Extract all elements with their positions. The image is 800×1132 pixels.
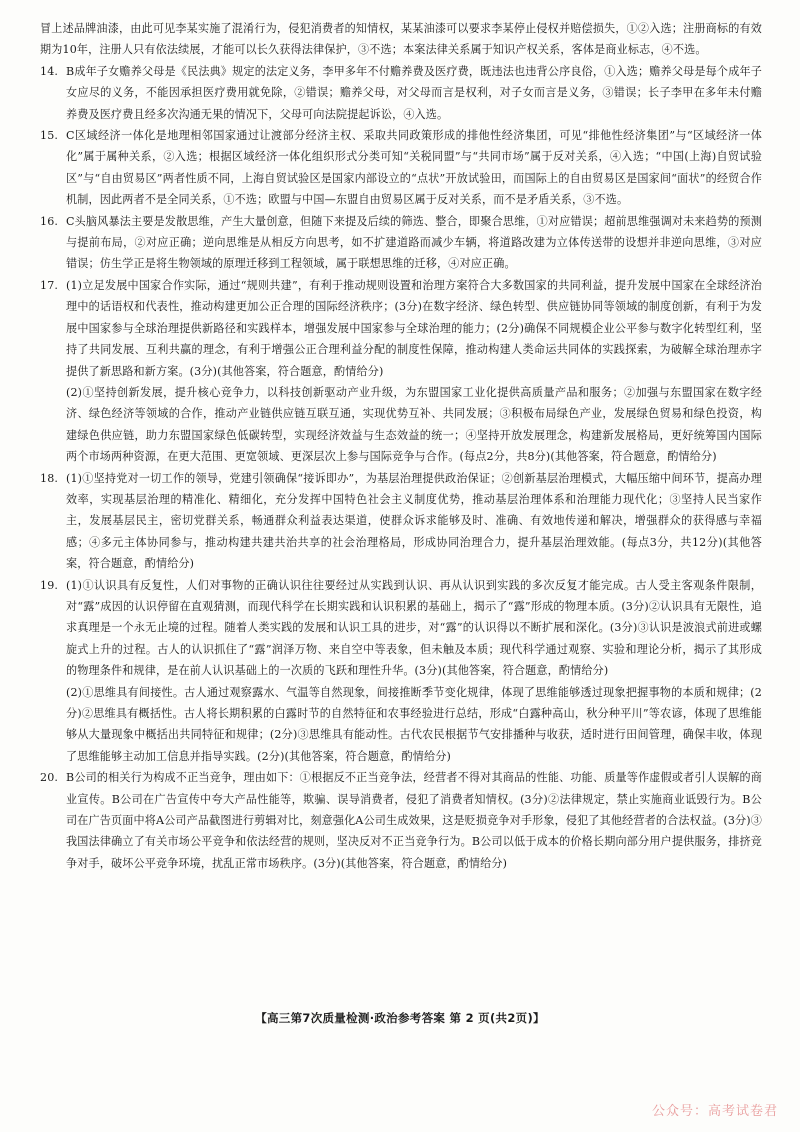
question-20 xyxy=(40,767,762,874)
answer-part-2: (2)①坚持创新发展，提升核心竞争力，以科技创新驱动产业升级，为东盟国家工业化提供高质量产品和服务；②加强与东盟国家在数字经济、绿色经济等领域的合作，推动产业链供应链互联互通，实现优势互补、共同发展；③积极布局绿色产业，发展绿色贸易和绿色投资，构建绿色供应链，助力东盟国家绿色低碳转型，实现经济效益与生态效益的统一；④坚持开放发展理念，构建新发展格局，更好统筹国内国际两个市场两种资源，在更大范围、更宽领域、更深层次上参与国际竞争与合作。(每点2分，共8分)(其他答案，符合题意，酌情给分) xyxy=(66,385,762,464)
question-number: 20. xyxy=(40,771,59,785)
question-answer: C区域经济一体化是地理相邻国家通过让渡部分经济主权、采取共同政策形成的排他性经济集团，可见“排他性经济集团”与“区域经济一体化”属于属种关系，②入选；根据区域经济一体化组织形式分类可知“关税同盟”与“共同市场”属于反对关系，④入选；“中国(上海)自贸试验区”与“自由贸易区”两者性质不同，上海自贸试验区是国家内部设立的“点状”开放试验田，而国际上的自由贸易区是国家间“面状”的经贸合作机制，因此两者不是全同关系，①不选；欧盟与中国—东盟自由贸易区属于反对关系，而不是矛盾关系，③不选。 xyxy=(66,129,762,207)
question-number: 18. xyxy=(40,471,59,485)
question-15 xyxy=(40,125,762,211)
question-answer: C头脑风暴法主要是发散思维，产生大量创意，但随下来提及后续的筛选、整合，即聚合思维，①对应错误；超前思维强调对未来趋势的预测与提前布局，②对应正确；逆向思维是从相反方向思考，如不扩建道路而减少车辆，将道路改建为立体传送带的设想并非逆向思维，③对应错误；仿生学正是将生物领域的原理迁移到工程领域，属于联想思维的迁移，④对应正确。 xyxy=(66,214,762,271)
question-answer: (1)①坚持党对一切工作的领导，党建引领确保“接诉即办”，为基层治理提供政治保证；②创新基层治理模式，大幅压缩中间环节，提高办理效率，实现基层治理的精准化、精细化，充分发挥中国特色社会主义制度优势，推动基层治理体系和治理能力现代化；③坚持人民当家作主，发展基层民主，密切党群关系，畅通群众利益表达渠道，使群众诉求能够及时、准确、有效地传递和解决，增强群众的获得感与幸福感；④多元主体协同参与，推动构建共建共治共享的社会治理格局，形成协同治理合力，提升基层治理效能。(每点3分，共12分)(其他答案，符合题意，酌情给分) xyxy=(66,471,762,571)
answer-page xyxy=(40,18,762,874)
answer-part-2: (2)①思维具有间接性。古人通过观察露水、气温等自然现象，间接推断季节变化规律，体现了思维能够透过现象把握事物的本质和规律；(2分)②思维具有概括性。古人将长期积累的白露时节的自然特征和农事经验进行总结，形成“白露种高山，秋分种平川”等农谚，体现了思维能够从大量现象中概括出共同特征和规律；(2分)③思维具有能动性。古代农民根据节气安排播种与收获，适时进行田间管理，确保丰收，体现了思维能够主动加工信息并指导实践。(2分)(其他答案，符合题意，酌情给分) xyxy=(66,685,762,763)
question-number: 17. xyxy=(40,278,59,292)
question-number: 14. xyxy=(40,64,59,78)
question-17 xyxy=(40,275,762,468)
answer-part-1: (1)①认识具有反复性，人们对事物的正确认识往往要经过从实践到认识、再从认识到实践的多次反复才能完成。古人受主客观条件限制，对“露”成因的认识停留在直观猜测，而现代科学在长期实践和认识积累的基础上，揭示了“露”形成的物理本质。(3分)②认识具有无限性，追求真理是一个永无止境的过程。随着人类实践的发展和认识工具的进步，对“露”的认识得以不断扩展和深化。(3分)③认识是波浪式前进或螺旋式上升的过程。古人的认识抓住了“露”润泽万物、来自空中等表象，但未触及本质；现代科学通过观察、实验和理论分析，揭示了其形成的物理条件和规律，是在前人认识基础上的一次质的飞跃和理性升华。(3分)(其他答案，符合题意，酌情给分) xyxy=(66,578,762,678)
question-number: 16. xyxy=(40,214,59,228)
question-answer: B公司的相关行为构成不正当竞争，理由如下：①根据反不正当竞争法，经营者不得对其商品的性能、功能、质量等作虚假或者引人误解的商业宣传。B公司在广告宣传中夸大产品性能等，欺骗、误导消费者，侵犯了消费者知情权。(3分)②法律规定，禁止实施商业诋毁行为。B公司在广告页面中将A公司产品截图进行剪辑对比，刻意强化A公司生成效果，这是贬损竞争对手形象，侵犯了其他经营者的合法权益。(3分)③我国法律确立了有关市场公平竞争和依法经营的规则，坚决反对不正当竞争行为。B公司以低于成本的价格长期向部分用户提供服务，排挤竞争对手，破坏公平竞争环境，扰乱正常市场秩序。(3分)(其他答案，符合题意，酌情给分) xyxy=(66,771,762,870)
page-footer: 【高三第7次质量检测·政治参考答案 第 2 页(共2页)】 xyxy=(255,1011,545,1025)
intro-paragraph: 冒上述品牌油漆，由此可见李某实施了混淆行为，侵犯消费者的知情权，某某油漆可以要求李某停止侵权并赔偿损失，①②入选；注册商标的有效期为10年，注册人只有依法续展，才能可以长久获得法律保护，③不选；本案法律关系属于知识产权关系，客体是商业标志，④不选。 xyxy=(40,22,762,57)
question-answer: B成年子女赡养父母是《民法典》规定的法定义务，李甲多年不付赡养费及医疗费，既违法也违背公序良俗，①入选；赡养父母是每个成年子女应尽的义务，不能因承担医疗费用就免除，②错误；赡养父母，对父母而言是权利，对子女而言是义务，③错误；长子李甲在多年未付赡养费及医疗费且经多次沟通无果的情况下，父母可向法院提起诉讼，④入选。 xyxy=(66,64,762,121)
question-19 xyxy=(40,575,762,768)
watermark: 公众号：高考试卷君 xyxy=(651,1104,778,1119)
question-16 xyxy=(40,211,762,275)
question-number: 19. xyxy=(40,578,59,592)
question-14 xyxy=(40,61,762,125)
question-number: 15. xyxy=(40,129,59,143)
question-18 xyxy=(40,468,762,575)
answer-part-1: (1)立足发展中国家合作实际，通过“规则共建”，有利于推动规则设置和治理方案符合大多数国家的共同利益，提升发展中国家在全球经济治理中的话语权和代表性，推动构建更加公正合理的国际经济秩序；(3分)在数字经济、绿色转型、供应链协同等领域的制度创新，有利于为发展中国家参与全球治理提供新路径和实践样本，增强发展中国家参与全球治理的能力；(2分)确保不同规模企业公平参与数字化转型红利，坚持了共同发展、互利共赢的理念，有利于增强公正合理利益分配的制度性保障，推动构建人类命运共同体的实践探索，为破解全球治理赤字提供了新思路和新方案。(3分)(其他答案，符合题意，酌情给分) xyxy=(66,278,762,378)
